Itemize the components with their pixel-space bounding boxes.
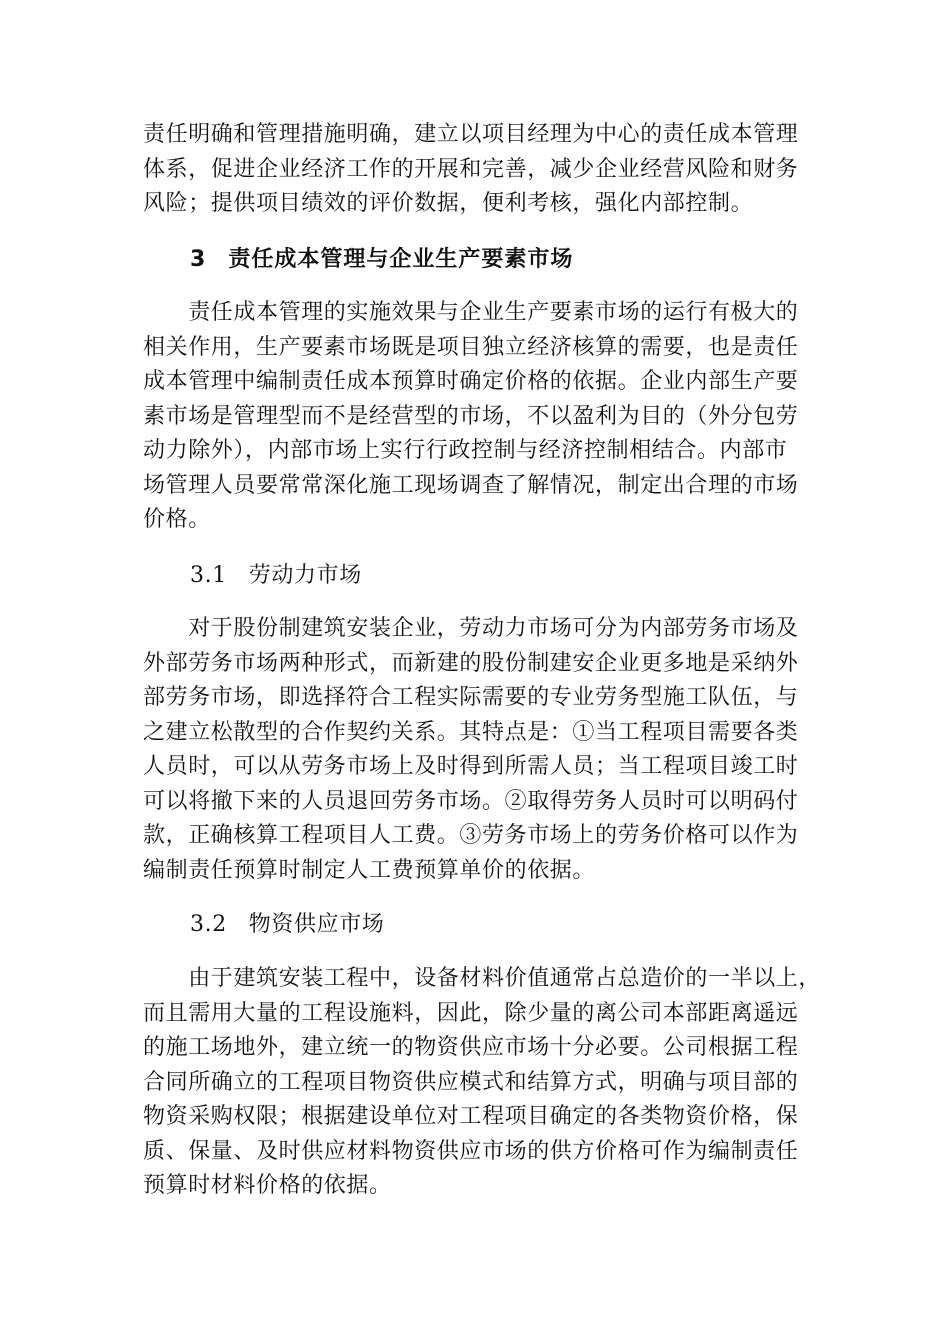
paragraph-line: 款，正确核算工程项目人工费。③劳务市场上的劳务价格可以作为 [143, 823, 799, 848]
section-number: 3.1 [190, 563, 227, 588]
paragraph-line: 的施工场地外，建立统一的物资供应市场十分必要。公司根据工程 [143, 1035, 799, 1060]
paragraph-line: 相关作用，生产要素市场既是项目独立经济核算的需要，也是责任 [143, 334, 799, 360]
paragraph-line: 物资采购权限；根据建设单位对工程项目确定的各类物资价格，保 [143, 1104, 799, 1129]
paragraph-line: 可以将撤下来的人员退回劳务市场。②取得劳务人员时可以明码付 [143, 788, 799, 814]
paragraph-line: 部劳务市场，即选择符合工程实际需要的专业劳务型施工队伍，与 [143, 685, 799, 710]
paragraph-line: 编制责任预算时制定人工费预算单价的依据。 [143, 857, 596, 883]
paragraph-line: 责任明确和管理措施明确，建立以项目经理为中心的责任成本管理 [143, 122, 799, 147]
section-title: 责任成本管理与企业生产要素市场 [228, 247, 574, 272]
section-3-2-paragraph [143, 962, 822, 1204]
paragraph-line: 预算时材料价格的依据。 [143, 1173, 392, 1198]
section-title: 劳动力市场 [248, 563, 362, 588]
section-3-1-paragraph [143, 612, 808, 888]
paragraph-line: 素市场是管理型而不是经营型的市场，不以盈利为目的（外分包劳 [143, 403, 799, 429]
paragraph-line: 之建立松散型的合作契约关系。其特点是：①当工程项目需要各类 [143, 719, 799, 745]
paragraph-line: 由于建筑安装工程中，设备材料价值通常占总造价的一半以上， [143, 966, 822, 991]
section-title: 物资供应市场 [248, 912, 385, 937]
paragraph-line: 人员时，可以从劳务市场上及时得到所需人员；当工程项目竣工时 [143, 754, 799, 779]
section-3-1-heading [190, 558, 362, 589]
section-3-paragraph [143, 296, 808, 538]
paragraph-line: 体系，促进企业经济工作的开展和完善，减少企业经营风险和财务 [143, 156, 799, 182]
paragraph-line: 风险；提供项目绩效的评价数据，便利考核，强化内部控制。 [143, 191, 754, 216]
section-number: 3 [190, 247, 207, 272]
paragraph-line: 合同所确立的工程项目物资供应模式和结算方式，明确与项目部的 [143, 1069, 799, 1095]
paragraph-line: 动力除外），内部市场上实行行政控制与经济控制相结合。内部市 [143, 438, 788, 463]
paragraph-line: 责任成本管理的实施效果与企业生产要素市场的运行有极大的 [143, 300, 799, 325]
paragraph-line: 场管理人员要常常深化施工现场调查了解情况，制定出合理的市场 [143, 472, 799, 498]
paragraph-line: 价格。 [143, 507, 211, 532]
section-number: 3.2 [190, 912, 227, 937]
paragraph-line: 成本管理中编制责任成本预算时确定价格的依据。企业内部生产要 [143, 369, 799, 394]
paragraph-line: 对于股份制建筑安装企业，劳动力市场可分为内部劳务市场及 [143, 616, 799, 641]
paragraph-line: 而且需用大量的工程设施料，因此，除少量的离公司本部距离遥远 [143, 1000, 799, 1026]
section-3-2-heading [190, 907, 384, 938]
intro-paragraph [143, 118, 808, 222]
paragraph-line: 质、保量、及时供应材料物资供应市场的供方价格可作为编制责任 [143, 1138, 799, 1164]
paragraph-line: 外部劳务市场两种形式，而新建的股份制建安企业更多地是采纳外 [143, 650, 799, 676]
section-3-heading [190, 242, 573, 273]
